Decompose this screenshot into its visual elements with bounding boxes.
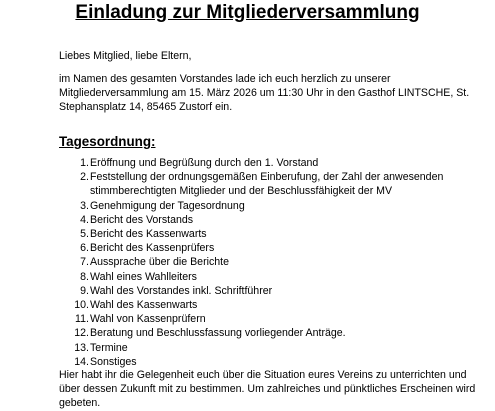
agenda-item-text: Feststellung der ordnungsgemäßen Einberufung, der Zahl der anwesenden stimmberechtigten Mitglieder und der Beschlussfähigkeit der MV — [90, 171, 444, 198]
agenda-item-number: 13. — [74, 341, 89, 354]
agenda-item — [59, 170, 479, 198]
agenda-item-number: 3. — [80, 199, 89, 212]
agenda-item-number: 2. — [80, 171, 89, 184]
agenda-item — [59, 156, 479, 170]
agenda-item-number: 10. — [74, 299, 89, 312]
agenda-item-text: Bericht des Vorstands — [90, 213, 194, 226]
agenda-item — [59, 255, 479, 269]
agenda-item-number: 5. — [80, 228, 89, 241]
agenda-item — [59, 326, 479, 340]
agenda-item — [59, 298, 479, 312]
agenda-item — [59, 213, 479, 227]
agenda-heading: Tagesordnung: — [59, 134, 156, 149]
agenda-item-text: Termine — [90, 341, 128, 354]
greeting-text: Liebes Mitglied, liebe Eltern, — [59, 50, 192, 62]
agenda-item-text: Eröffnung und Begrüßung durch den 1. Vorstand — [90, 157, 319, 169]
agenda-item-number: 1. — [80, 157, 89, 169]
agenda-item-text: Genehmigung der Tagesordnung — [90, 199, 245, 212]
agenda-item — [59, 227, 479, 241]
agenda-item-number: 8. — [80, 270, 89, 283]
agenda-item — [59, 284, 479, 298]
agenda-item-number: 7. — [80, 256, 89, 269]
agenda-item — [59, 241, 479, 255]
agenda-item-text: Sonstiges — [90, 355, 137, 368]
intro-paragraph: im Namen des gesamten Vorstandes lade ich euch herzlich zu unserer Mitgliederversammlung am 15. März 2026 um 11:30 Uhr in den Gasthof LINTSCHE, St. Stephansplatz 14, 85465 Zustorf ein. — [59, 73, 470, 114]
agenda-item-number: 4. — [80, 213, 89, 226]
agenda-item-number: 9. — [80, 284, 89, 297]
agenda-item — [59, 199, 479, 213]
agenda-item-text: Wahl von Kassenprüfern — [90, 313, 206, 326]
agenda-item — [59, 341, 479, 355]
agenda-item-text: Wahl des Kassenwarts — [90, 299, 198, 312]
agenda-list — [59, 156, 479, 369]
agenda-item-text: Beratung und Beschlussfassung vorliegender Anträge. — [90, 327, 346, 340]
agenda-item — [59, 355, 479, 369]
agenda-item-number: 11. — [75, 313, 89, 326]
document-title: Einladung zur Mitgliederversammlung — [75, 2, 420, 23]
closing-paragraph: Hier habt ihr die Gelegenheit euch über die Situation eures Vereins zu unterrichten und über dessen Zukunft mit zu bestimmen. Um zahlreiches und pünktliches Erscheinen wird gebeten. — [59, 369, 476, 410]
agenda-item-number: 6. — [80, 242, 89, 255]
agenda-item-number: 12. — [74, 327, 89, 340]
agenda-item-number: 14. — [74, 355, 89, 368]
agenda-item — [59, 270, 479, 284]
agenda-item-text: Bericht des Kassenprüfers — [90, 242, 215, 255]
agenda-item-text: Bericht des Kassenwarts — [90, 228, 207, 241]
agenda-item-text: Aussprache über die Berichte — [90, 256, 229, 269]
agenda-item-text: Wahl eines Wahlleiters — [90, 270, 197, 283]
agenda-item — [59, 312, 479, 326]
agenda-item-text: Wahl des Vorstandes inkl. Schriftführer — [90, 284, 273, 297]
